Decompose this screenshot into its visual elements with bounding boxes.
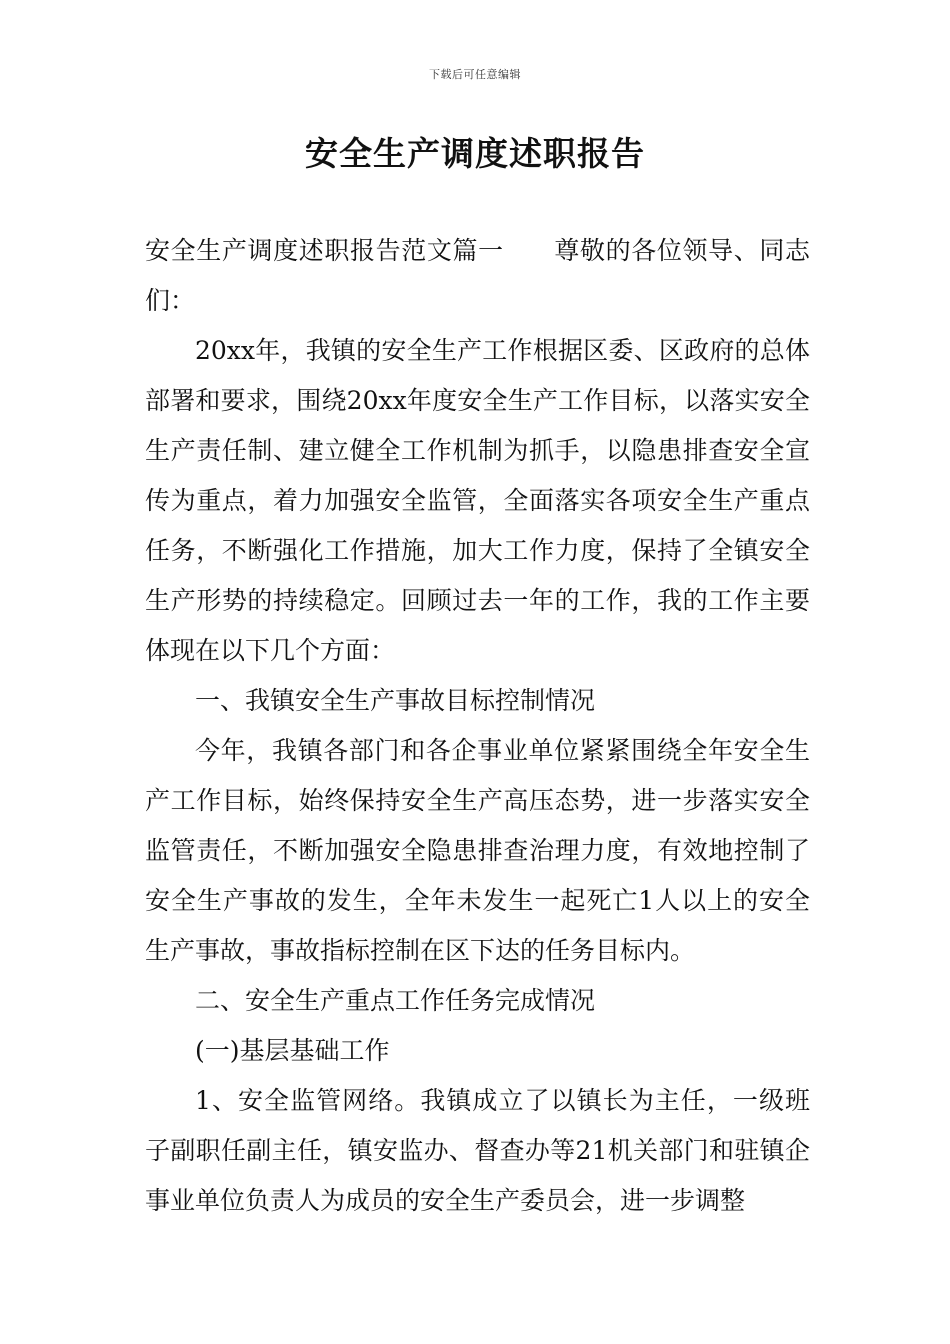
section-heading: 一、我镇安全生产事故目标控制情况 xyxy=(195,686,596,715)
intro-paragraph xyxy=(145,226,810,326)
document-body xyxy=(145,226,810,1226)
document-title: 安全生产调度述职报告 xyxy=(305,134,645,173)
header-note: 下载后可任意编辑 xyxy=(429,68,521,81)
body-paragraph: 20xx年，我镇的安全生产工作根据区委、区政府的总体部署和要求，围绕20xx年度安全生产工作目标，以落实安全生产责任制、建立健全工作机制为抓手，以隐患排查安全宣传为重点，着力加强安全监管，全面落实各项安全生产重点任务，不断强化工作措施，加大工作力度，保持了全镇安全生产形势的持续稳定。回顾过去一年的工作，我的工作主要体现在以下几个方面： xyxy=(145,336,810,665)
section-heading: 二、安全生产重点工作任务完成情况 xyxy=(195,986,596,1015)
body-paragraph: 今年，我镇各部门和各企事业单位紧紧围绕全年安全生产工作目标，始终保持安全生产高压态势，进一步落实安全监管责任，不断加强安全隐患排查治理力度，有效地控制了安全生产事故的发生，全年未发生一起死亡1人以上的安全生产事故，事故指标控制在区下达的任务目标内。 xyxy=(145,736,810,965)
subsection-heading: (一)基层基础工作 xyxy=(195,1036,390,1065)
body-paragraph: 1、安全监管网络。我镇成立了以镇长为主任，一级班子副职任副主任，镇安监办、督查办等21机关部门和驻镇企事业单位负责人为成员的安全生产委员会，进一步调整 xyxy=(145,1086,810,1215)
greeting: 尊敬的各位领导、同志们： xyxy=(145,236,810,315)
intro-label: 安全生产调度述职报告范文篇一 xyxy=(145,236,504,265)
